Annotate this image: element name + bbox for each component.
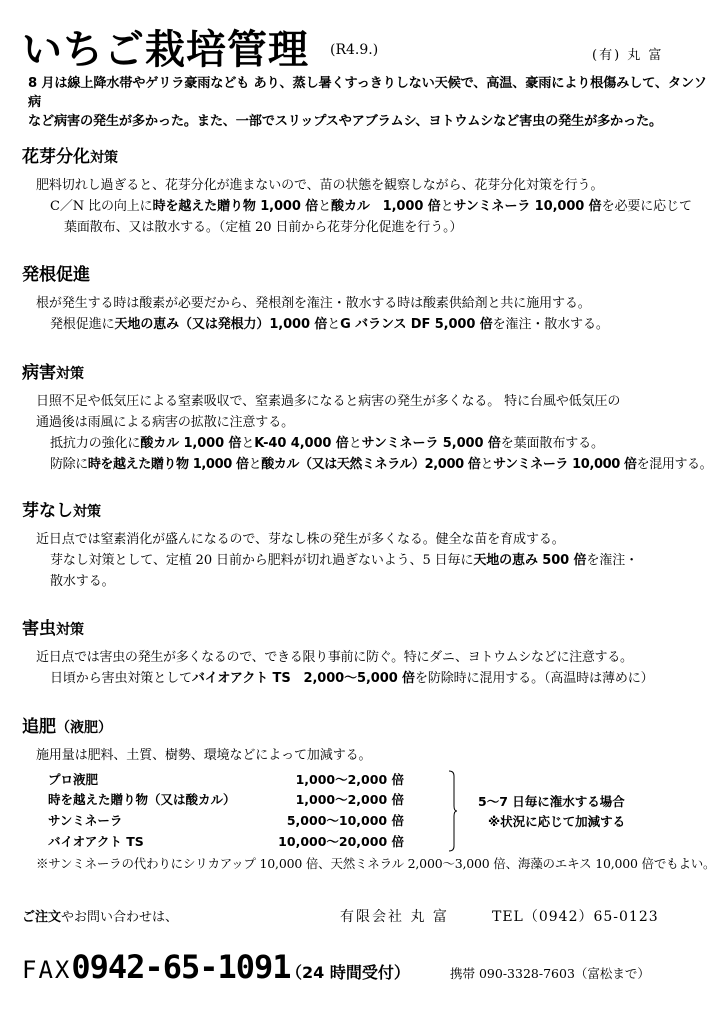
product-rate: 酸カル 1,000 倍 [331,199,441,214]
paragraph: 施用量は肥料、土質、樹勢、環境などによって加減する。 [36,748,372,763]
section-body [36,529,712,592]
header [22,18,702,73]
section-disease [22,358,712,475]
page-title: いちご栽培管理 [22,27,309,73]
product-rate: 酸カル 1,000 倍 [140,436,242,451]
text-span: と [440,199,454,214]
section-title-main: 追肥 [22,717,56,737]
section-body [36,293,712,335]
section-title: 発根促進 [22,265,90,285]
product-name: バイオアクト TS [48,834,144,849]
inquiry-label: やお問い合わせは、 [61,910,179,925]
text-span: と [327,317,341,332]
text-span: を必要に応じて [601,199,692,214]
paragraph: 通過後は雨風による病害の拡散に注意する。 [36,415,295,430]
paragraph: 散水する。 [50,574,115,589]
paragraph: 日照不足や低気圧による窒素吸収で、窒素過多になると病害の発生が多くなる。 特に台風や低気圧の [36,394,621,409]
product-rate: サンミネーラ 10,000 倍 [453,199,602,214]
text-span: と [480,457,494,472]
section-title [22,142,712,167]
section-title-main: 芽なし [22,501,73,521]
table-row [48,811,428,831]
paragraph: 葉面散布、又は散水する。（定植 20 日前から花芽分化促進を行う。） [64,220,463,235]
section-pest [22,614,712,689]
product-rate: K-40 4,000 倍 [254,436,349,451]
product-rate: 天地の恵み 500 倍 [473,553,587,568]
text-span: 芽なし対策として、定植 20 日前から肥料が切れ過ぎないよう、5 日毎に [50,553,474,568]
product-rate: サンミネーラ 10,000 倍 [493,457,637,472]
right-brace-icon [448,770,458,852]
paragraph: 近日点では窒素消化が盛んになるので、芽なし株の発生が多くなる。健全な苗を育成する。 [36,532,565,547]
fax-number [22,948,291,986]
dilution-rate: 1,000～2,000 倍 [295,772,404,787]
section-title-sub: 対策 [56,622,84,638]
section-title-main: 病害 [22,363,56,383]
fax-digits: 0942-65-1091 [71,948,291,986]
section-title-main: 花芽分化 [22,147,90,167]
table-row [48,770,428,790]
contact-lead [22,906,178,925]
text-span: 発根促進に [50,317,115,332]
product-name: 時を越えた贈り物（又は酸カル） [48,792,236,807]
paragraph [36,433,712,454]
section-body [36,745,712,766]
product-rate: G バランス DF 5,000 倍 [340,317,493,332]
section-title-sub: 対策 [56,366,84,382]
text-span: と [248,457,262,472]
paragraph [36,668,712,689]
paragraph [36,196,712,217]
product-rate: 天地の恵み（又は発根力）1,000 倍 [114,317,328,332]
fertilizer-table [48,768,648,854]
intro-paragraph [28,74,708,131]
adjust-note: ※状況に応じて加減する [488,814,626,829]
text-span: を防除時に混用する。（高温時は薄めに） [414,671,654,686]
text-span: C／N 比の向上に [50,199,153,214]
section-title [22,712,712,737]
section-body [36,391,712,475]
product-name: サンミネーラ [48,813,123,828]
section-rooting [22,260,712,335]
text-span: と [318,199,332,214]
product-rate: 酸カル（又は天然ミネラル）2,000 倍 [261,457,481,472]
section-topdress [22,712,716,872]
dilution-rate: 10,000～20,000 倍 [278,834,404,849]
section-title [22,358,712,383]
text-span: を潅注・散水する。 [492,317,609,332]
text-span: 防除に [50,457,88,472]
table-row [48,832,428,852]
watering-note: 5～7 日毎に潅水する場合 [478,794,625,809]
section-flower-bud [22,142,712,238]
section-title-main: 害虫 [22,619,56,639]
section-title-sub: （液肥） [56,720,112,736]
text-span: 日頃から害虫対策として [50,671,192,686]
contact-row [22,906,712,930]
product-rate: 時を越えた贈り物 1,000 倍 [87,457,249,472]
fax-row [22,948,712,992]
company-name: (有) 丸 富 [592,48,664,63]
product-rate: 時を越えた贈り物 1,000 倍 [152,199,319,214]
intro-line: 8 月は線上降水帯やゲリラ豪雨なども あり、蒸し暑くすっきりしない天候で、高温、豪雨により根傷みして、タンソ病 [28,76,707,110]
product-rate: サンミネーラ 5,000 倍 [361,436,501,451]
section-body [36,175,712,238]
paragraph: 根が発生する時は酸素が必要だから、発根剤を潅注・散水する時は酸素供給剤と共に施用する。 [36,296,591,311]
mobile-number: 携帯 090-3328-7603（富松まで） [450,966,650,981]
section-title-sub: 対策 [90,150,118,166]
section-title [22,614,712,639]
issue-date: (R4.9.) [330,42,379,58]
text-span: と [241,436,255,451]
corporation-name: 有限会社 丸 富 [340,909,449,925]
text-span: を混用する。 [636,457,713,472]
paragraph: 肥料切れし過ぎると、花芽分化が進まないので、苗の状態を観察しながら、花芽分化対策を行う。 [36,178,604,193]
paragraph [36,454,712,475]
paragraph [36,550,712,571]
text-span: を潅注・ [586,553,639,568]
fax-label: FAX [22,956,72,984]
intro-line: など病害の発生が多かった。また、一部でスリップスやアブラムシ、ヨトウムシなど害虫の発生が多かった。 [28,114,663,129]
order-label: ご注文 [22,910,62,925]
paragraph: 近日点では害虫の発生が多くなるので、できる限り事前に防ぐ。特にダニ、ヨトウムシなどに注意する。 [36,650,633,665]
dilution-rate: 5,000～10,000 倍 [286,813,404,828]
product-rate: バイオアクト TS 2,000～5,000 倍 [191,671,415,686]
telephone-number: TEL（0942）65-0123 [492,909,659,925]
section-title-sub: 対策 [73,504,101,520]
section-body [36,647,712,689]
reception-hours: （24 時間受付） [286,963,410,982]
section-budless [22,496,712,592]
text-span: を葉面散布する。 [500,436,604,451]
paragraph [36,314,712,335]
dilution-rate: 1,000～2,000 倍 [295,792,404,807]
text-span: と [348,436,362,451]
text-span: 抵抗力の強化に [50,436,141,451]
footnote: ※サンミネーラの代わりにシリカアップ 10,000 倍、天然ミネラル 2,000～3,000 倍、海藻のエキス 10,000 倍でもよい。 [36,856,716,871]
table-row [48,790,428,810]
product-name: プロ液肥 [48,772,99,787]
section-title [22,496,712,521]
